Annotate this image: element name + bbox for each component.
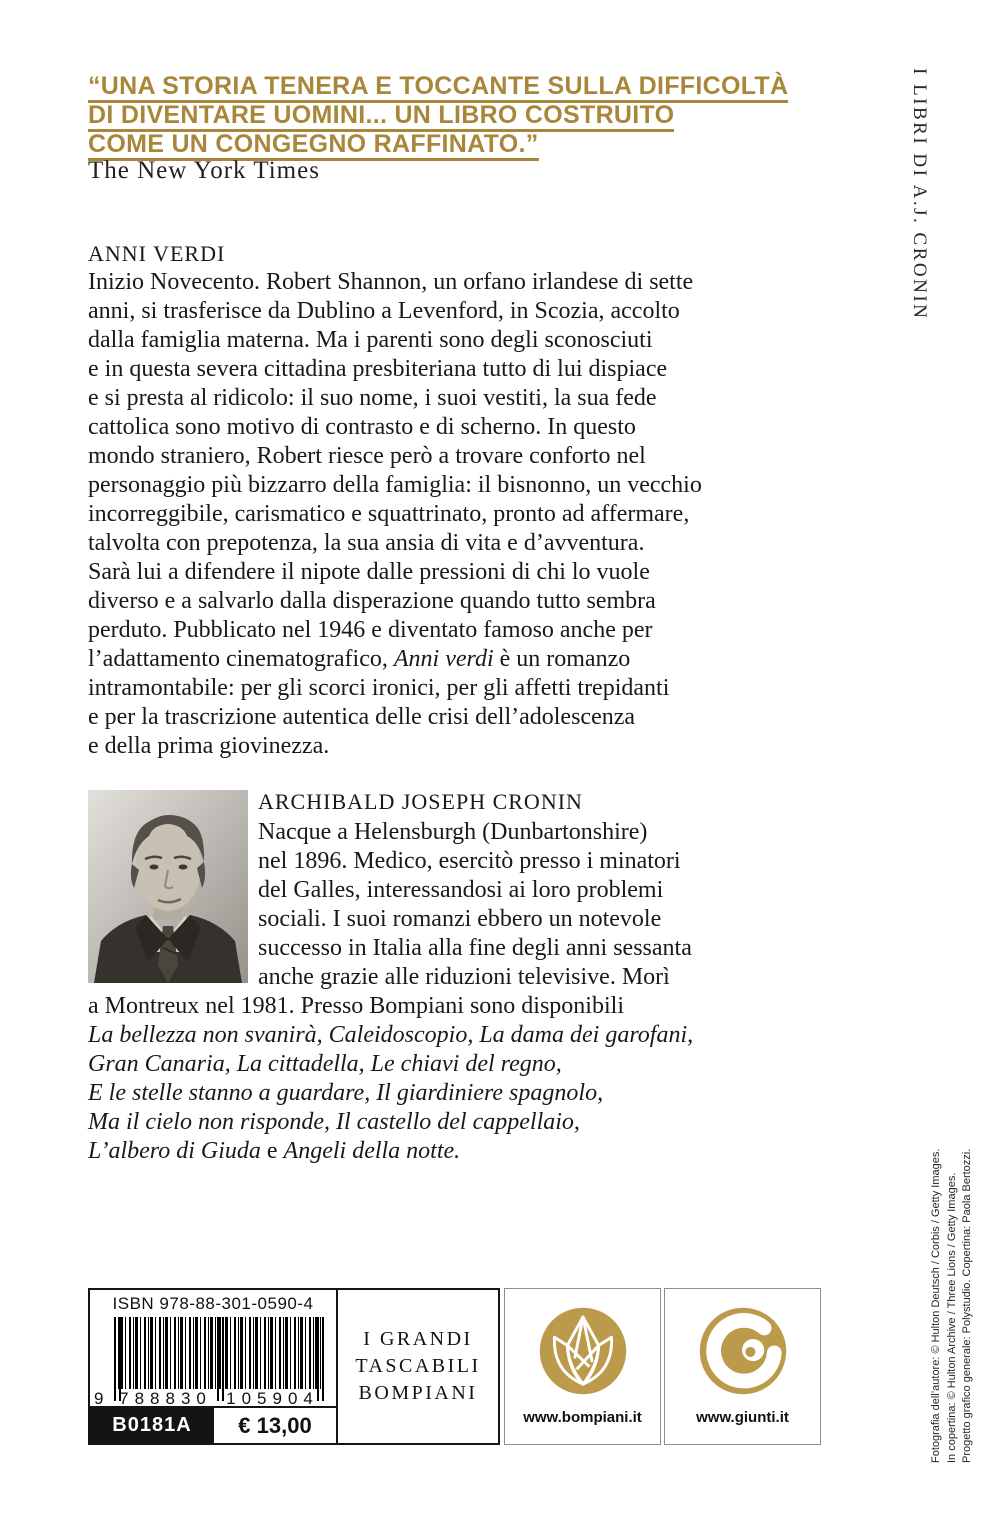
- press-quote-line: “UNA STORIA TENERA E TOCCANTE SULLA DIFFICOLTÀ: [88, 72, 788, 101]
- synopsis-line: talvolta con prepotenza, la sua ansia di vita e d’avventura.: [88, 530, 645, 556]
- author-bio-line: del Galles, interessandosi ai loro problemi: [258, 877, 664, 903]
- isbn-label: ISBN 978-88-301-0590-4: [112, 1294, 314, 1313]
- credit-line: In copertina: © Hulton Archive / Three Lions / Getty Images.: [945, 1172, 958, 1463]
- barcode-digit-group: 788830: [119, 1389, 212, 1408]
- imprint-line: BOMPIANI: [358, 1382, 478, 1404]
- price-row: [90, 1406, 336, 1443]
- synopsis-line: e per la trascrizione autentica delle crisi dell’adolescenza: [88, 704, 636, 730]
- author-bio-line: anche grazie alle riduzioni televisive. Morì: [258, 964, 670, 990]
- synopsis-text: [88, 268, 702, 761]
- synopsis-line: intramontabile: per gli scorci ironici, per gli affetti trepidanti: [88, 675, 670, 701]
- credit-line: Progetto grafico generale: Polystudio. Copertina: Paola Bertozzi.: [961, 1148, 973, 1463]
- synopsis-line: e della prima giovinezza.: [88, 733, 330, 759]
- bompiani-panel: [504, 1288, 661, 1445]
- author-name-heading: ARCHIBALD JOSEPH CRONIN: [258, 789, 583, 814]
- synopsis-line: personaggio più bizzarro della famiglia: il bisnonno, un vecchio: [88, 472, 702, 498]
- author-photo: [88, 790, 248, 983]
- author-bio-line: sociali. I suoi romanzi ebbero un notevole: [258, 906, 662, 932]
- credit-line: Fotografia dell’autore: © Hulton Deutsch / Corbis / Getty Images.: [930, 1148, 942, 1463]
- giunti-panel: [664, 1288, 821, 1445]
- synopsis-line: incorreggibile, carismatico e squattrinato, pronto ad affermare,: [88, 501, 690, 527]
- synopsis-line: dalla famiglia materna. Ma i parenti sono degli sconosciuti: [88, 327, 653, 353]
- author-portrait-illustration: [88, 790, 248, 983]
- press-quote-line: DI DIVENTARE UOMINI... UN LIBRO COSTRUITO: [88, 101, 788, 130]
- author-bibliography-line: a Montreux nel 1981. Presso Bompiani sono disponibili: [88, 993, 624, 1019]
- synopsis-line: Inizio Novecento. Robert Shannon, un orfano irlandese di sette: [88, 269, 694, 295]
- author-bio-text: [258, 818, 692, 992]
- synopsis-line: anni, si trasferisce da Dublino a Levenford, in Scozia, accolto: [88, 298, 680, 324]
- synopsis-line: cattolica sono motivo di contrasto e di scherno. In questo: [88, 414, 636, 440]
- author-bibliography-line: La bellezza non svanirà, Caleidoscopio, La dama dei garofani,: [88, 1022, 694, 1048]
- synopsis-line: mondo straniero, Robert riesce però a trovare conforto nel: [88, 443, 646, 469]
- price-label: € 13,00: [214, 1408, 336, 1443]
- bompiani-url: www.bompiani.it: [523, 1409, 642, 1426]
- press-quote: [88, 72, 788, 159]
- imprint-line: I GRANDI: [363, 1328, 473, 1350]
- giunti-g-logo-icon: [697, 1305, 789, 1397]
- giunti-url: www.giunti.it: [696, 1409, 789, 1426]
- author-bio-line: nel 1896. Medico, esercitò presso i minatori: [258, 848, 681, 874]
- synopsis-line: e si presta al ridicolo: il suo nome, i suoi vestiti, la sua fede: [88, 385, 657, 411]
- author-bio-line: Nacque a Helensburgh (Dunbartonshire): [258, 819, 648, 845]
- author-bibliography-line: L’albero di Giuda e Angeli della notte.: [88, 1138, 461, 1164]
- ean-barcode: [94, 1317, 326, 1409]
- synopsis-line: l’adattamento cinematografico, Anni verdi è un romanzo: [88, 646, 631, 672]
- quote-attribution: The New York Times: [88, 157, 320, 184]
- author-bibliography-text: [88, 992, 693, 1166]
- synopsis-line: e in questa severa cittadina presbiteriana tutto di lui dispiace: [88, 356, 668, 382]
- author-bibliography-line: Gran Canaria, La cittadella, Le chiavi del regno,: [88, 1051, 562, 1077]
- synopsis-line: diverso e a salvarlo dalla disperazione quando tutto sembra: [88, 588, 656, 614]
- photo-credits-text: [929, 1149, 976, 1463]
- author-bio-line: successo in Italia alla fine degli anni sessanta: [258, 935, 692, 961]
- edition-code-badge: B0181A: [90, 1408, 214, 1443]
- synopsis-line: Sarà lui a difendere il nipote dalle pressioni di chi lo vuole: [88, 559, 650, 585]
- author-bibliography-line: Ma il cielo non risponde, Il castello del cappellaio,: [88, 1109, 580, 1135]
- imprint-line: TASCABILI: [355, 1355, 481, 1377]
- barcode-digit-group: 105904: [226, 1389, 319, 1408]
- book-title-heading: ANNI VERDI: [88, 241, 226, 266]
- synopsis-line: perduto. Pubblicato nel 1946 e diventato famoso anche per: [88, 617, 653, 643]
- series-spine-text: I LIBRI DI A.J. CRONIN: [909, 68, 930, 321]
- press-quote-line: COME UN CONGEGNO RAFFINATO.”: [88, 130, 788, 159]
- author-bibliography-line: E le stelle stanno a guardare, Il giardiniere spagnolo,: [88, 1080, 604, 1106]
- barcode-digit-group: 9: [94, 1389, 104, 1408]
- barcode-bars: [114, 1317, 324, 1389]
- bompiani-tulip-logo-icon: [537, 1305, 629, 1397]
- barcode-panel: [88, 1288, 338, 1445]
- imprint-panel: [336, 1288, 500, 1445]
